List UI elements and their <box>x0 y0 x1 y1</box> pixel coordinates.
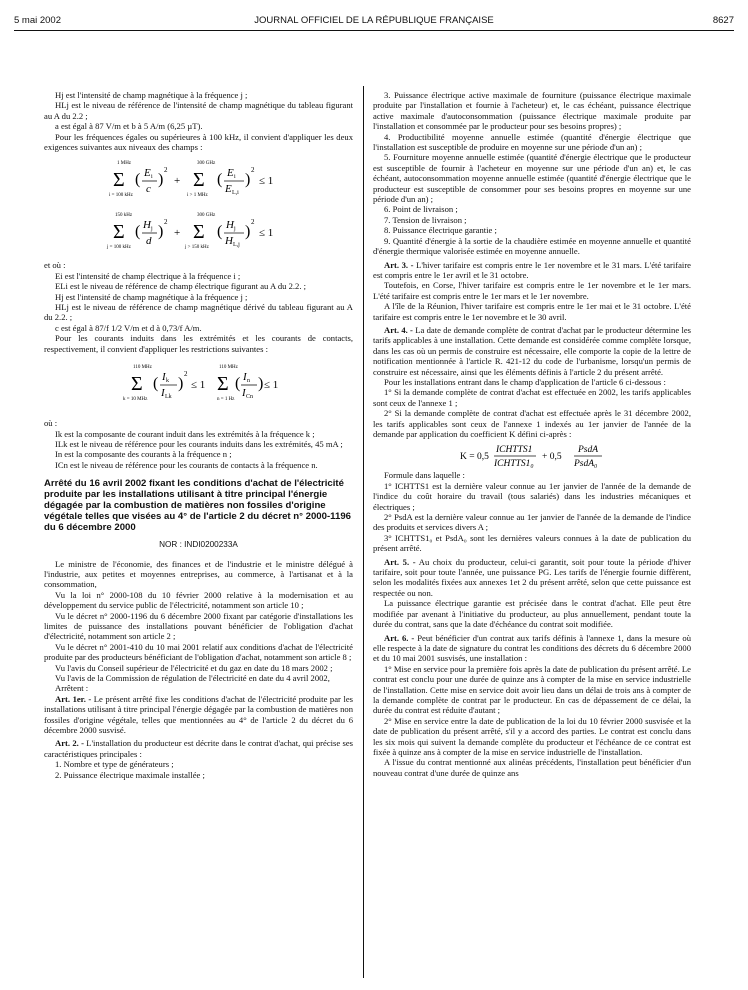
svg-text:j: j <box>233 226 236 233</box>
visa: Vu le décret n° 2001-410 du 10 mai 2001 relatif aux conditions d'achat de l'électricité produite par des producteurs bénéficiant de l'obligation d'achat, notamment son article 8 ; <box>44 641 353 663</box>
svg-text:E: E <box>224 183 232 196</box>
svg-text:i = 100 kHz: i = 100 kHz <box>108 193 133 199</box>
arretent-heading: Arrêtent : <box>55 683 89 694</box>
para: a est égal à 87 V/m et b à 5 A/m (6,25 µT). <box>55 121 203 132</box>
para: Pour les courants induits dans les extrémités et les courants de contacts, respectivement, il convient d'appliquer les restrictions suivantes : <box>44 333 353 354</box>
para: HLj est le niveau de référence de l'intensité de champ magnétique du tableau figurant au A du 2.2 ; <box>44 100 353 121</box>
svg-text:E: E <box>143 167 151 180</box>
para: Hj est l'intensité de champ magnétique à la fréquence j ; <box>55 90 248 100</box>
svg-text:2: 2 <box>250 218 254 227</box>
para: La puissance électrique garantie est précisée dans le contrat d'achat. Elle peut être modifiée par avenant à l'initiative du producteur, au plus annuellement, pendant toute la durée du contrat, sans que la date d'échéance du contrat soit modifiée. <box>373 598 691 630</box>
visa: Vu la loi n° 2000-108 du 10 février 2000 relative à la modernisation et au développement du service public de l'électricité, notamment son article 10 ; <box>44 589 353 611</box>
svg-text:110 MHz: 110 MHz <box>218 365 238 371</box>
svg-text:c: c <box>145 183 151 196</box>
left-column <box>44 90 353 780</box>
para: 2° Mise en service entre la date de publication de la loi du 10 février 2000 susvisée et la date de publication du présent arrêté, s'il y a accord des parties. Le contrat est conclu dans les six mois qui suivent la demande complète du producteur et l'échéance de ce contrat est fixée à quinze ans à compter de la mise en service industrielle de l'installation. <box>373 715 691 757</box>
para: où : <box>44 418 58 429</box>
visa: Vu l'avis de la Commission de régulation de l'électricité en date du 4 avril 2002, <box>55 673 330 683</box>
formula-denominator-1: ICHTTS1₀ <box>494 459 534 470</box>
svg-text:2: 2 <box>183 370 187 379</box>
para: Pour les fréquences égales ou supérieures à 100 kHz, il convient d'appliquer les deux exigences suivantes aux niveaux des champs : <box>44 131 353 153</box>
svg-text:I: I <box>241 387 246 400</box>
para: HLj est le niveau de référence de champ magnétique dérivé du tableau figurant au A du 2.2. ; <box>44 302 353 323</box>
svg-text:H: H <box>224 235 233 248</box>
svg-text:I: I <box>160 387 165 400</box>
article-text: La date de demande complète de contrat d'achat par le producteur détermine les tarifs applicables à une installation. Cette demande est considérée comme complète lorsque, dans les cas où un permis de construire est nécessaire, elle comporte la copie de la lettre de notification mentionnée à l'article R. 421-12 du code de l'urbanisme, lorsqu'un permis de construire est nécessaire, ainsi que les éléments définis à l'article 2 du présent arrêté. <box>373 324 691 377</box>
svg-text:I: I <box>161 371 166 384</box>
para: c est égal à 87/f 1/2 V/m et d à 0,73/f A/m. <box>55 322 202 333</box>
svg-text:k: k <box>165 378 169 385</box>
para: 3° ICHTTS1₀ et PsdA₀ sont les dernières valeurs connues à la date de publication du présent arrêté. <box>373 532 691 554</box>
svg-text:n = 1 Hz: n = 1 Hz <box>216 397 234 403</box>
formula-coefficient-k <box>432 442 632 470</box>
svg-text:Σ: Σ <box>112 169 125 192</box>
article-6 <box>373 633 691 664</box>
header-date: 5 mai 2002 <box>14 15 62 26</box>
svg-text:k = 10 MHz: k = 10 MHz <box>122 397 147 403</box>
formula-electric-field <box>99 156 299 206</box>
svg-text:110 MHz: 110 MHz <box>132 365 152 371</box>
article-label: Art. 2. - <box>55 738 84 749</box>
formula-magnetic-field <box>99 208 299 260</box>
svg-text:(: ( <box>216 171 222 189</box>
article-label: Art. 4. - <box>384 324 413 335</box>
para: Ik est la composante de courant induit dans les extrémités à la fréquence k ; <box>55 428 315 439</box>
svg-text:2: 2 <box>163 166 167 175</box>
para: ELi est le niveau de référence de champ électrique figurant au A du 2.2. ; <box>55 281 307 292</box>
svg-text:300 GHz: 300 GHz <box>196 213 215 219</box>
para: A l'île de la Réunion, l'hiver tarifaire est compris entre le 1er mai et le 31 octobre. L'été tarifaire est compris entre le 1er novembre et le 30 avril. <box>373 301 691 322</box>
formula-plus: + 0,5 <box>542 452 562 463</box>
list-item: 5. Fourniture moyenne annuelle estimée (quantité d'énergie électrique que le producteur est susceptible de fournir à l'acheteur en moyenne sur une période d'un an) et, le cas échéant, autoconsommation moyenne annuelle estimée (quantité d'énergie électrique que le producteur est susceptible de consommer pour ses besoins propres en moyenne sur une période d'un an) ; <box>373 152 691 205</box>
article-5 <box>373 557 691 599</box>
svg-text:E: E <box>226 167 234 180</box>
list-item: 2. Puissance électrique maximale installée ; <box>55 769 205 780</box>
visa: Vu le décret n° 2000-1196 du 6 décembre 2000 fixant par catégorie d'installations les limites de puissance des installations pouvant bénéficier de l'obligation d'achat d'électricité, notamment son article 2 ; <box>44 610 353 642</box>
svg-text:≤ 1: ≤ 1 <box>190 379 205 392</box>
svg-text:L,i: L,i <box>231 190 239 197</box>
svg-text:i: i <box>233 174 236 181</box>
para: 1° ICHTTS1 est la dernière valeur connue au 1er janvier de l'année de la demande de l'indice du coût horaire du travail (tous salariés) dans les industries mécaniques et électriques ; <box>373 480 691 512</box>
svg-text:): ) <box>177 375 183 393</box>
formula-numerator-1: ICHTTS1 <box>496 445 533 456</box>
svg-text:≤ 1: ≤ 1 <box>258 175 273 188</box>
article-label: Art. 3. - <box>384 259 414 270</box>
decree-title: Arrêté du 16 avril 2002 fixant les conditions d'achat de l'électricité produite par les installations utilisant à titre principal l'énergie dégagée par la combustion de matières non fossiles d'origine végétale telles que visées au 4° de l'article 2 du décret n° 2000-1196 du 6 décembre 2000 <box>44 478 351 534</box>
para: Pour les installations entrant dans le champ d'application de l'article 6 ci-dessous : <box>384 376 666 387</box>
svg-text:2: 2 <box>250 166 254 175</box>
page-header <box>14 15 734 29</box>
svg-text:Σ: Σ <box>192 221 205 244</box>
article-1 <box>44 694 353 736</box>
para: et où : <box>44 260 66 271</box>
article-text: L'hiver tarifaire est compris entre le 1er novembre et le 31 mars. L'été tarifaire est compris entre le 1er avril et le 31 octobre. <box>373 259 692 280</box>
column-divider <box>363 86 364 978</box>
list-item: 3. Puissance électrique active maximale de fourniture (puissance électrique maximale produite par l'installation et fournie à l'acheteur) et, le cas échéant, puissance électrique active maximale d'autoconsommation (puissance électrique maximale produite par l'installation et consommée par le producteur pour ses besoins propres) ; <box>373 90 691 132</box>
header-page-number: 8627 <box>712 15 734 26</box>
article-text: Au choix du producteur, celui-ci garantit, soit pour toute la période d'hiver tarifaire, soit pour toute l'année, une puissance PG. Les tarifs de l'énergie fournie diffèrent, selon les modalités fixées aux annexes 1et 2 du présent arrêté, selon que cette puissance est respectée ou non. <box>373 556 692 598</box>
formula-denominator-2: PsdA₀ <box>574 459 598 470</box>
list-item: 7. Tension de livraison ; <box>384 214 467 225</box>
svg-text:Σ: Σ <box>130 373 143 396</box>
visa: Vu l'avis du Conseil supérieur de l'électricité et du gaz en date du 18 mars 2002 ; <box>55 662 333 673</box>
formula-currents <box>119 358 279 418</box>
svg-text:≤ 1: ≤ 1 <box>263 379 278 392</box>
formula-k-label: K = 0,5 <box>460 452 489 463</box>
visa: Le ministre de l'économie, des finances et de l'industrie et le ministre délégué à l'industrie, aux petites et moyennes entreprises, au commerce, à l'artisanat et à la consommation, <box>44 558 353 590</box>
para: In est la composante des courants à la fréquence n ; <box>55 449 232 460</box>
article-text: Le présent arrêté fixe les conditions d'achat de l'électricité produite par les installations utilisant à titre principal l'énergie dégagée par la combustion de matières non fossiles d'origine végétale, telles que mentionnées au 4° de l'article 2 du décret du 6 décembre 2000 susvisé. <box>44 693 353 736</box>
header-rule <box>14 30 734 31</box>
svg-text:L,j: L,j <box>232 242 240 249</box>
svg-text:Lk: Lk <box>164 394 172 401</box>
svg-text:): ) <box>244 223 250 241</box>
svg-text:j > 150 kHz: j > 150 kHz <box>184 245 209 251</box>
svg-text:+: + <box>173 227 180 240</box>
svg-text:150 kHz: 150 kHz <box>114 213 132 219</box>
svg-text:H: H <box>225 219 234 232</box>
list-item: 1. Nombre et type de générateurs ; <box>55 759 174 770</box>
svg-text:): ) <box>257 375 263 393</box>
formula-numerator-2: PsdA <box>578 445 599 456</box>
para: 1° Mise en service pour la première fois après la date de publication du présent arrêté. Le contrat est conclu pour une durée de quinze ans à compter de la mise en service industrielle de l'installation. Cette mise en service doit avoir lieu dans un délai de trois ans à compter de la demande complète de contrat par le producteur. En cas de dépassement de ce délai, la durée du contrat est réduite d'autant ; <box>373 663 691 716</box>
svg-text:): ) <box>157 223 163 241</box>
list-item: 8. Puissance électrique garantie ; <box>384 225 497 236</box>
svg-text:2: 2 <box>163 218 167 227</box>
nor-reference: NOR : INDI0200233A <box>159 540 238 550</box>
article-2 <box>44 738 353 759</box>
article-4 <box>373 325 691 377</box>
svg-text:j: j <box>150 226 153 233</box>
para: 1° Si la demande complète de contrat d'achat est effectuée en 2002, les tarifs applicables sont ceux de l'annexe 1 ; <box>373 387 691 408</box>
svg-text:d: d <box>145 235 151 248</box>
svg-text:i > 1 MHz: i > 1 MHz <box>186 193 208 199</box>
list-item: 4. Productibilité moyenne annuelle estimée (quantité d'énergie électrique que l'installation est susceptible de produire en moyenne sur une période d'un an) ; <box>373 131 691 153</box>
article-label: Art. 5. - <box>384 556 416 567</box>
svg-text:Σ: Σ <box>112 221 125 244</box>
svg-text:): ) <box>157 171 163 189</box>
svg-text:(: ( <box>134 171 140 189</box>
list-item: 9. Quantité d'énergie à la sortie de la chaudière estimée en moyenne annuelle et quantité d'énergie thermique valorisée estimée en moyenne annuelle. <box>373 235 691 257</box>
svg-text:(: ( <box>234 375 240 393</box>
article-label: Art. 1er. - <box>55 693 92 704</box>
para: ILk est le niveau de référence pour les courants induits dans les extrémités, 45 mA ; <box>55 438 343 449</box>
para: 2° PsdA est la dernière valeur connue au 1er janvier de l'année de la demande de l'indice des produits et services divers A ; <box>373 512 691 533</box>
svg-text:(: ( <box>134 223 140 241</box>
svg-text:Cn: Cn <box>245 394 253 401</box>
list-item: 6. Point de livraison ; <box>384 204 458 215</box>
svg-text:1 MHz: 1 MHz <box>116 161 131 167</box>
article-text: Peut bénéficier d'un contrat aux tarifs définis à l'annexe 1, dans la mesure où elle respecte à la date de signature du contrat les conditions des décrets du 6 décembre 2000 et du 10 mai 2001 susvisés, une installation : <box>373 632 691 664</box>
svg-text:n: n <box>246 378 250 385</box>
header-journal-title: JOURNAL OFFICIEL DE LA RÉPUBLIQUE FRANÇAISE <box>254 15 494 26</box>
article-text: L'installation du producteur est décrite dans le contrat d'achat, qui précise ses caractéristiques principales : <box>44 738 353 759</box>
article-label: Art. 6. - <box>384 632 415 643</box>
svg-text:H: H <box>142 219 151 232</box>
right-column <box>373 90 691 778</box>
svg-text:j = 100 kHz: j = 100 kHz <box>106 245 131 251</box>
para: Ei est l'intensité de champ électrique à la fréquence i ; <box>55 270 241 281</box>
svg-text:I: I <box>242 371 247 384</box>
svg-text:+: + <box>173 175 180 188</box>
svg-text:Σ: Σ <box>192 169 205 192</box>
svg-text:Σ: Σ <box>216 373 229 396</box>
para: Toutefois, en Corse, l'hiver tarifaire est compris entre le 1er novembre et le 1er mars. L'été tarifaire est compris entre le 1er mars et le 1er novembre. <box>373 280 691 301</box>
article-3 <box>373 260 691 281</box>
para: 2° Si la demande complète de contrat d'achat est effectuée après le 31 décembre 2002, les tarifs applicables sont ceux de l'annexe 1 indexés au 1er janvier de l'année de la demande par application du coefficient K défini ci-après : <box>373 408 691 439</box>
para: ICn est le niveau de référence pour les courants de contacts à la fréquence n. <box>55 459 318 470</box>
svg-text:(: ( <box>216 223 222 241</box>
svg-text:300 GHz: 300 GHz <box>196 161 215 167</box>
para: Hj est l'intensité de champ magnétique à la fréquence j ; <box>55 291 248 302</box>
svg-text:i: i <box>150 174 153 181</box>
svg-text:≤ 1: ≤ 1 <box>258 227 273 240</box>
para: A l'issue du contrat mentionné aux alinéas précédents, l'installation peut bénéficier d'un nouveau contrat d'une durée de quinze ans <box>373 757 691 778</box>
para: Formule dans laquelle : <box>384 470 465 481</box>
svg-text:(: ( <box>152 375 158 393</box>
svg-text:): ) <box>244 171 250 189</box>
